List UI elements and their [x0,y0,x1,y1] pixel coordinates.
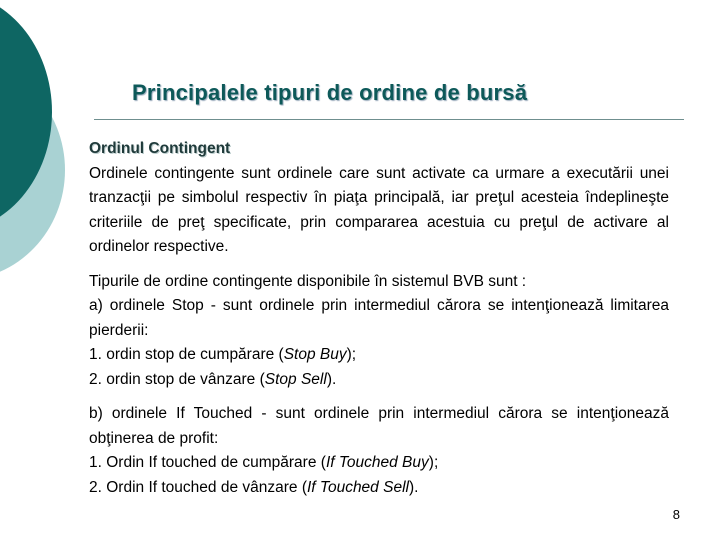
slide-title: Principalele tipuri de ordine de bursă [132,80,528,105]
if-touched-text: b) ordinele If Touched - sunt ordinele prin intermediul cărora se intenţionează obţinerea de profit: [89,405,669,447]
page-number: 8 [672,507,680,522]
if-touched-item-1: 1. Ordin If touched de cumpărare (If Touched Buy); [89,454,439,471]
types-intro: Tipurile de ordine contingente disponibile în sistemul BVB sunt : [89,272,527,290]
stop-item-2: 2. ordin stop de vânzare (Stop Sell). [89,370,337,388]
intro-paragraph: Ordinele contingente sunt ordinele care sunt activate ca urmare a executării unei tranzacţii pe simbolul respectiv în piaţa principală, iar preţul acesteia îndeplineşte criteriile de preţ specificate, prin compararea acestuia cu preţul de activare al ordinelor respective. [89,164,669,255]
title-divider [94,119,684,120]
decorative-shapes [0,0,90,300]
stop-item-1: 1. ordin stop de cumpărare (Stop Buy); [89,346,357,363]
stop-orders-text: a) ordinele Stop - sunt ordinele prin intermediul cărora se intenţionează limitarea pierderii: [89,297,669,339]
slide-content [89,137,669,500]
section-heading: Ordinul Contingent [89,140,231,157]
if-touched-item-2: 2. Ordin If touched de vânzare (If Touched Sell). [89,478,419,496]
